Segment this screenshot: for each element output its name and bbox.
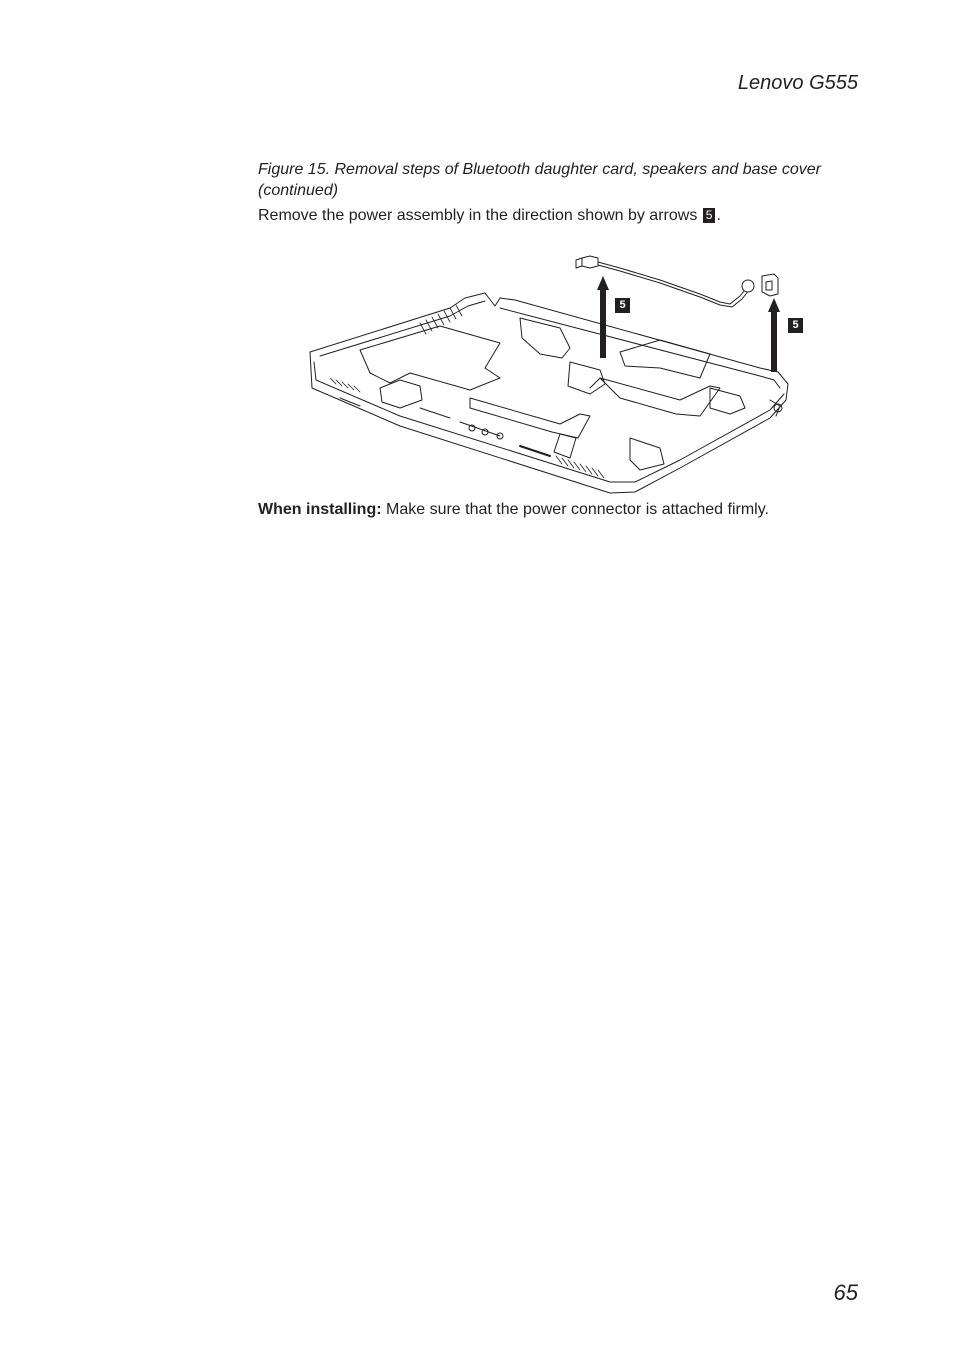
callout-step-right: 5 (788, 318, 803, 333)
note-label: When installing: (258, 501, 382, 518)
base-cover-drawing (310, 293, 788, 493)
instruction-body: Remove the power assembly in the direction shown by arrows (258, 207, 698, 224)
instruction-text (258, 205, 721, 226)
step-badge: 5 (703, 208, 716, 223)
callout-step-left: 5 (615, 298, 630, 313)
installation-note (258, 499, 769, 520)
note-text: Make sure that the power connector is attached firmly. (381, 501, 769, 518)
power-assembly-illustration (300, 238, 820, 500)
figure-caption: Figure 15. Removal steps of Bluetooth daughter card, speakers and base cover (continued) (258, 161, 821, 199)
instruction-suffix: . (716, 207, 721, 224)
page-number: 65 (833, 1280, 858, 1305)
power-cable-drawing (576, 256, 778, 307)
document-title: Lenovo G555 (737, 72, 858, 94)
